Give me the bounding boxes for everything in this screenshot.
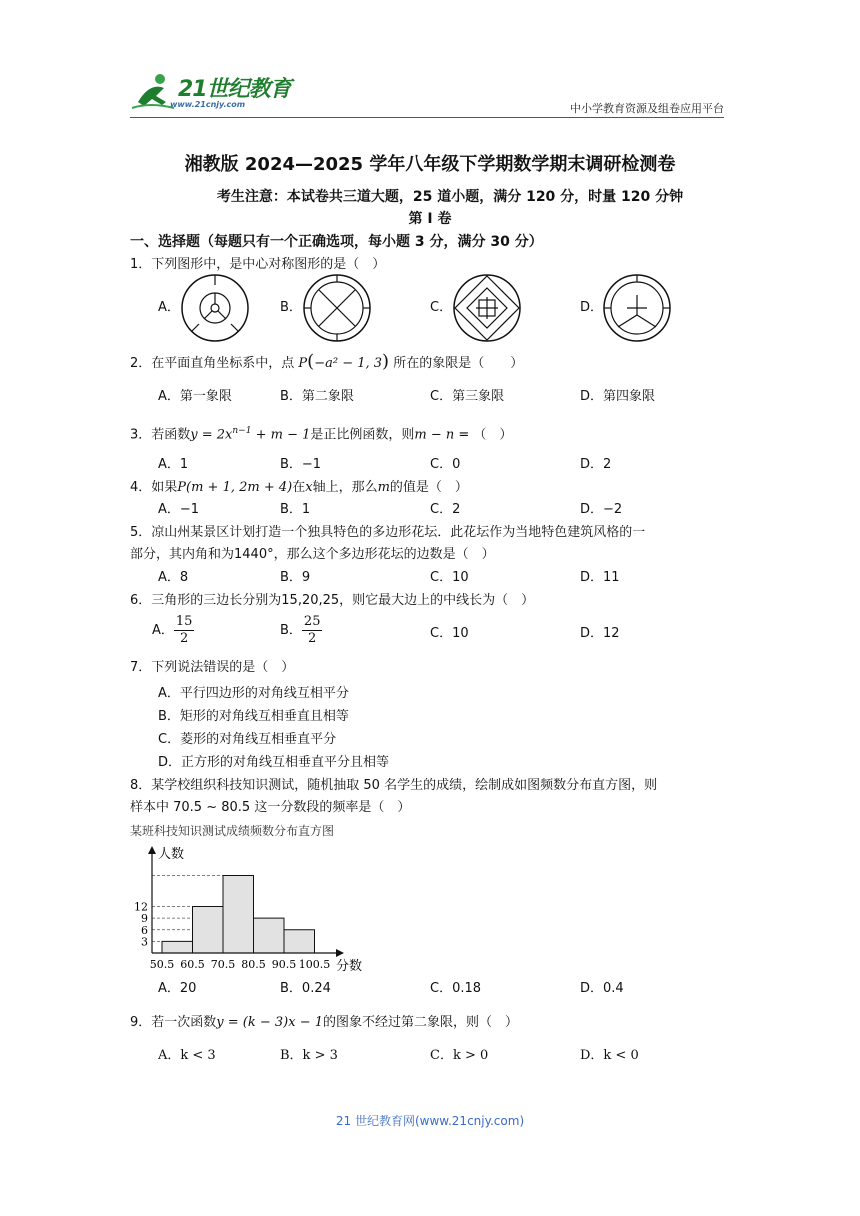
q5-option-d: D．11 bbox=[580, 570, 620, 585]
q3-func-tail: + m − 1 bbox=[251, 427, 311, 443]
q2-coords: −a² − 1, 3 bbox=[314, 356, 383, 371]
question-6-stem: 6．三角形的三边长分别为15,20,25，则它最大边上的中线长为（ ） bbox=[130, 593, 535, 608]
q9-func: y = (k − 3)x − 1 bbox=[216, 1015, 323, 1030]
q3-option-b: B．−1 bbox=[280, 457, 322, 472]
question-4-stem bbox=[130, 477, 468, 499]
fraction-numerator: 15 bbox=[175, 614, 193, 629]
q4-mid2: 轴上，那么 bbox=[312, 480, 378, 495]
histogram-bar bbox=[223, 876, 254, 954]
q4-option-d: D．−2 bbox=[580, 502, 623, 517]
fraction-numerator: 25 bbox=[303, 614, 321, 629]
q2-option-c: C．第三象限 bbox=[430, 389, 505, 404]
logo-text: 21世纪教育 bbox=[178, 77, 291, 102]
q3-exponent: n−1 bbox=[232, 426, 252, 436]
q1-option-d-label: D． bbox=[580, 300, 604, 315]
question-3-stem bbox=[130, 420, 512, 446]
q3-option-a: A．1 bbox=[158, 457, 189, 472]
histogram-bar bbox=[162, 941, 193, 953]
x-axis-arrow bbox=[336, 949, 344, 957]
q1-option-b-label: B． bbox=[280, 300, 302, 315]
histogram-bar bbox=[193, 907, 224, 954]
q4-text: 4．如果 bbox=[130, 480, 178, 495]
q4-option-c: C．2 bbox=[430, 502, 461, 517]
question-2-stem: 2．在平面直角坐标系中，点 P(−a² − 1, 3) 所在的象限是（ ） bbox=[130, 351, 524, 372]
q7-option-c: C．菱形的对角线互相垂直平分 bbox=[158, 732, 337, 747]
x-tick-label: 100.5 bbox=[298, 958, 331, 971]
q9-text: 9．若一次函数 bbox=[130, 1015, 217, 1030]
q2-text: 2．在平面直角坐标系中，点 bbox=[130, 356, 295, 371]
x-tick-label: 90.5 bbox=[271, 958, 297, 971]
q8-option-a: A．20 bbox=[158, 981, 197, 996]
q4-tail: 的值是（ ） bbox=[389, 480, 468, 495]
q8-option-c: C．0.18 bbox=[430, 981, 482, 996]
q1-figure-a bbox=[180, 273, 250, 343]
page-header bbox=[130, 60, 724, 120]
q1-figure-d bbox=[602, 273, 672, 343]
y-tick-label: 12 bbox=[134, 900, 148, 914]
question-5-line-2: 部分，其内角和为1440°，那么这个多边形花坛的边数是（ ） bbox=[130, 547, 495, 562]
q3-expr: m − n bbox=[414, 427, 455, 443]
question-9-stem bbox=[130, 1012, 518, 1034]
histogram-bar bbox=[254, 918, 285, 953]
q6-option-a-fraction bbox=[174, 614, 195, 647]
q5-option-c: C．10 bbox=[430, 570, 469, 585]
y-axis-arrow bbox=[148, 846, 156, 854]
q1-figure-c bbox=[452, 273, 522, 343]
q6-option-b-fraction bbox=[302, 614, 323, 647]
x-tick-label: 80.5 bbox=[241, 958, 266, 971]
q9-option-d: D．k < 0 bbox=[580, 1048, 639, 1063]
q4-point: P(m + 1, 2m + 4) bbox=[177, 480, 293, 495]
q1-option-c-label: C． bbox=[430, 300, 453, 315]
fraction-denominator: 2 bbox=[180, 631, 189, 646]
x-tick-label: 60.5 bbox=[180, 958, 205, 971]
q4-option-b: B．1 bbox=[280, 502, 311, 517]
q1-figure-b bbox=[302, 273, 372, 343]
q8-option-d: D．0.4 bbox=[580, 981, 624, 996]
q7-option-d: D．正方形的对角线互相垂直平分且相等 bbox=[158, 755, 390, 770]
q5-option-a: A．8 bbox=[158, 570, 189, 585]
fraction-denominator: 2 bbox=[308, 631, 317, 646]
q9-option-c: C．k > 0 bbox=[430, 1048, 489, 1063]
q9-tail: 的图象不经过第二象限，则（ ） bbox=[323, 1015, 519, 1030]
histogram-bar bbox=[284, 930, 315, 953]
q6-option-a bbox=[152, 614, 194, 647]
header-tagline: 中小学教育资源及组卷应用平台 bbox=[570, 102, 724, 115]
chart-title: 某班科技知识测试成绩频数分布直方图 bbox=[130, 824, 335, 838]
q2-tail: 所在的象限是（ ） bbox=[393, 356, 524, 371]
x-tick-label: 70.5 bbox=[210, 958, 236, 971]
x-tick-label: 50.5 bbox=[149, 958, 175, 971]
q3-option-d: D．2 bbox=[580, 457, 612, 472]
q4-axis: x bbox=[305, 480, 313, 495]
site-logo bbox=[130, 72, 300, 114]
x-axis-label: 分数 bbox=[336, 959, 363, 974]
page-footer: 21 世纪教育网(www.21cnjy.com) bbox=[335, 1114, 525, 1128]
q9-option-b: B．k > 3 bbox=[280, 1048, 338, 1063]
q2-option-d: D．第四象限 bbox=[580, 389, 656, 404]
q4-option-a: A．−1 bbox=[158, 502, 200, 517]
q3-tail: = （ ） bbox=[454, 427, 513, 443]
q3-func: y = 2x bbox=[190, 427, 233, 443]
q2-point: P bbox=[298, 356, 308, 371]
question-7-stem: 7．下列说法错误的是（ ） bbox=[130, 660, 295, 675]
q3-text: 3．若函数 bbox=[130, 427, 191, 443]
q3-mid: 是正比例函数，则 bbox=[310, 427, 415, 443]
logo-url: www.21cnjy.com bbox=[170, 100, 246, 109]
q2-option-b: B．第二象限 bbox=[280, 389, 354, 404]
y-tick-label: 6 bbox=[141, 923, 148, 937]
q9-option-a: A．k < 3 bbox=[158, 1048, 216, 1063]
q6-option-a-label: A． bbox=[152, 623, 174, 638]
header-divider bbox=[130, 117, 724, 118]
question-8-line-2: 样本中 70.5 ~ 80.5 这一分数段的频率是（ ） bbox=[130, 800, 411, 815]
q4-mid: 在 bbox=[292, 480, 306, 495]
question-1-stem: 1．下列图形中，是中心对称图形的是（ ） bbox=[130, 257, 386, 272]
q4-var: m bbox=[377, 480, 390, 495]
q5-option-b: B．9 bbox=[280, 570, 311, 585]
page-title: 湘教版 2024—2025 学年八年级下学期数学期末调研检测卷 bbox=[184, 154, 676, 175]
q1-option-a-label: A． bbox=[158, 300, 180, 315]
q8-option-b: B．0.24 bbox=[280, 981, 331, 996]
question-8-line-1: 8．某学校组织科技知识测试，随机抽取 50 名学生的成绩，绘制成如图频数分布直方图，则 bbox=[130, 778, 658, 793]
volume-label: 第 I 卷 bbox=[408, 211, 452, 227]
y-tick-label: 9 bbox=[141, 912, 148, 926]
q6-option-c: C．10 bbox=[430, 626, 469, 641]
q7-option-a: A．平行四边形的对角线互相平分 bbox=[158, 686, 349, 701]
q6-option-b-label: B． bbox=[280, 623, 302, 638]
q7-option-b: B．矩形的对角线互相垂直且相等 bbox=[158, 709, 349, 724]
exam-notice: 考生注意：本试卷共三道大题，25 道小题，满分 120 分，时量 120 分钟 bbox=[216, 189, 684, 205]
section-heading: 一、选择题（每题只有一个正确选项，每小题 3 分，满分 30 分） bbox=[130, 234, 543, 250]
y-tick-label: 3 bbox=[141, 935, 148, 949]
q6-option-b bbox=[280, 614, 322, 647]
q2-option-a: A．第一象限 bbox=[158, 389, 232, 404]
question-5-line-1: 5．凉山州某景区计划打造一个独具特色的多边形花坛．此花坛作为当地特色建筑风格的一 bbox=[130, 525, 646, 540]
histogram-chart bbox=[130, 840, 380, 975]
q3-option-c: C．0 bbox=[430, 457, 461, 472]
y-axis-label: 人数 bbox=[158, 847, 185, 862]
q6-option-d: D．12 bbox=[580, 626, 620, 641]
